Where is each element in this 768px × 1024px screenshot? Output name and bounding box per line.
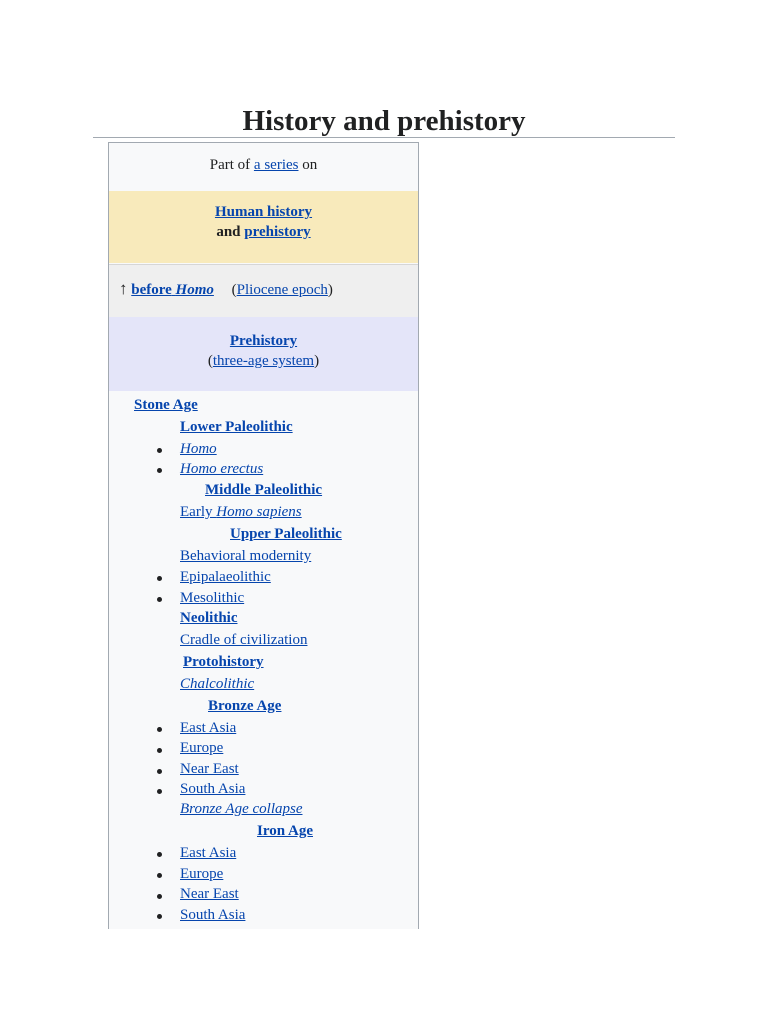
bullet xyxy=(157,448,162,453)
homo-sapiens-text: Homo sapiens xyxy=(216,504,302,520)
iron-east-asia-link[interactable]: East Asia xyxy=(180,845,237,861)
iron-south-asia-link[interactable]: South Asia xyxy=(180,907,246,923)
series-sidebar xyxy=(108,142,419,929)
bronze-near-east-link[interactable]: Near East xyxy=(180,761,239,777)
bronze-europe-link[interactable]: Europe xyxy=(180,740,224,756)
series-link[interactable]: a series xyxy=(253,157,299,173)
bronze-age-collapse-link[interactable]: Bronze Age collapse xyxy=(180,801,303,817)
human-history-header xyxy=(109,191,418,263)
page-title: History and prehistory xyxy=(242,105,526,137)
bronze-east-asia-link[interactable]: East Asia xyxy=(180,720,237,736)
series-prefix: Part of xyxy=(209,157,251,173)
bullet xyxy=(157,894,162,899)
iron-europe-link[interactable]: Europe xyxy=(180,866,224,882)
middle-paleolithic-link[interactable]: Middle Paleolithic xyxy=(205,482,323,498)
before-text: before xyxy=(131,282,172,298)
prehistory-title-link[interactable]: Prehistory xyxy=(229,333,298,349)
protohistory-link[interactable]: Protohistory xyxy=(183,654,264,670)
bullet xyxy=(157,468,162,473)
up-arrow-icon: ↑ xyxy=(119,279,128,298)
title-divider xyxy=(93,137,675,138)
homo-erectus-link[interactable]: Homo erectus xyxy=(180,461,264,477)
bronze-age-link[interactable]: Bronze Age xyxy=(208,698,282,714)
bullet xyxy=(157,914,162,919)
iron-near-east-link[interactable]: Near East xyxy=(180,886,239,902)
paren-close: ) xyxy=(314,353,320,369)
human-history-link[interactable]: Human history xyxy=(214,204,313,220)
series-suffix: on xyxy=(302,157,318,173)
and-text: and xyxy=(216,224,241,240)
lower-paleolithic-link[interactable]: Lower Paleolithic xyxy=(180,419,293,435)
early-text: Early xyxy=(180,504,213,520)
neolithic-link[interactable]: Neolithic xyxy=(180,610,238,626)
cradle-of-civilization-link[interactable]: Cradle of civilization xyxy=(180,632,308,648)
bullet xyxy=(157,852,162,857)
bullet xyxy=(157,873,162,878)
bullet xyxy=(157,769,162,774)
paren-open: ( xyxy=(207,353,213,369)
iron-age-link[interactable]: Iron Age xyxy=(257,823,313,839)
bullet xyxy=(157,727,162,732)
bronze-south-asia-link[interactable]: South Asia xyxy=(180,781,246,797)
epipalaeolithic-link[interactable]: Epipalaeolithic xyxy=(180,569,271,585)
chalcolithic-link[interactable]: Chalcolithic xyxy=(180,676,255,692)
three-age-system-link[interactable]: three-age system xyxy=(212,353,315,369)
prehistory-link[interactable]: prehistory xyxy=(244,224,311,240)
bullet xyxy=(157,789,162,794)
paren-open: ( xyxy=(231,282,237,298)
homo-text: Homo xyxy=(175,282,214,298)
before-homo-row xyxy=(109,264,418,318)
paren-close: ) xyxy=(327,282,333,298)
stone-age-link[interactable]: Stone Age xyxy=(134,397,198,413)
upper-paleolithic-link[interactable]: Upper Paleolithic xyxy=(230,526,342,542)
mesolithic-link[interactable]: Mesolithic xyxy=(180,590,245,606)
bullet xyxy=(157,748,162,753)
behavioral-modernity-link[interactable]: Behavioral modernity xyxy=(180,548,312,564)
before-homo-link[interactable] xyxy=(131,282,214,298)
prehistory-header xyxy=(109,317,418,391)
bullet xyxy=(157,576,162,581)
early-homo-sapiens-link[interactable] xyxy=(180,502,302,522)
series-header xyxy=(109,143,418,191)
bullet xyxy=(157,597,162,602)
homo-link[interactable]: Homo xyxy=(180,441,217,457)
pliocene-epoch-link[interactable]: Pliocene epoch xyxy=(236,282,328,298)
